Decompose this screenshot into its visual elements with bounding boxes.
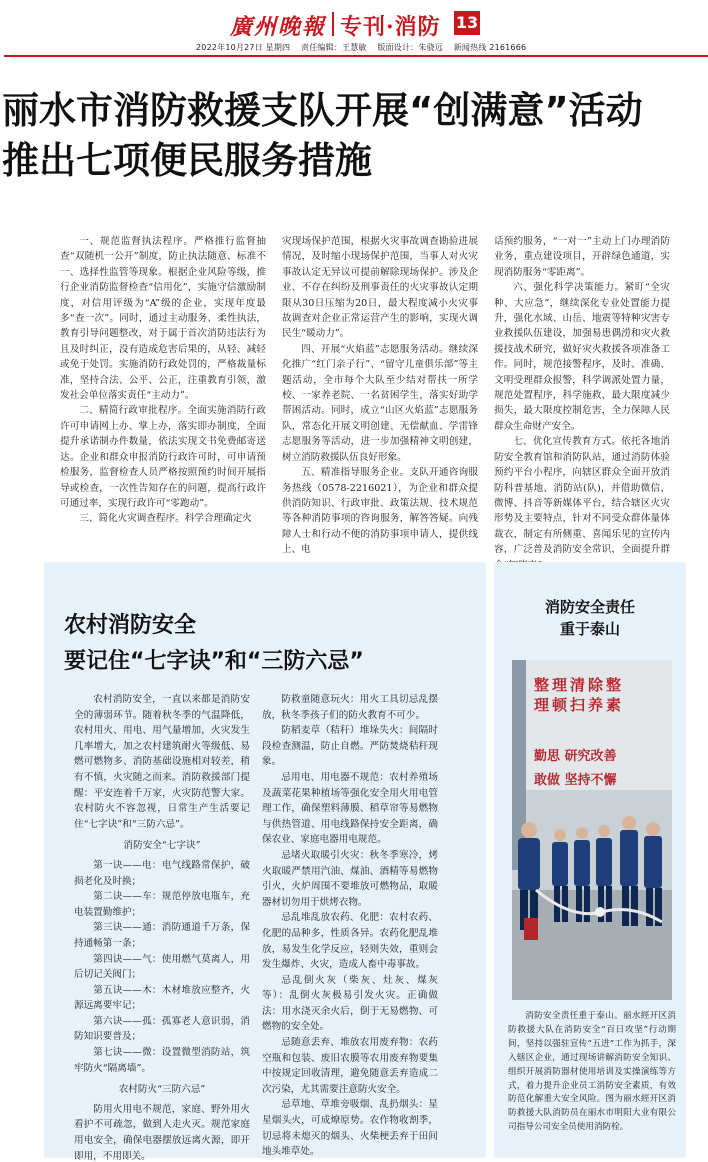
subarticle-paragraph: 忌随意丢弃、堆放农用废弃物：农药空瓶和包装、废旧农膜等农用废弃物要集中按规定回收清理，避免随意丢弃造成二次污染，尤其需要注意防火安全。 bbox=[262, 1037, 438, 1095]
photo-banner-1: 整理清除整 bbox=[534, 676, 625, 694]
subarticle-intro: 农村消防安全，一直以来都是消防安全的薄弱环节。随着秋冬季的气温降低，农村用火、用电、用气量增加，火灾发生几率增大，加之农村建筑耐火等级低、易燃可燃物多、消防基础设施相对较差，稍有不慎，火灾随之而来。消防救援部门提醒：平安连着千万家，火灾防范警大家。农村防火不容忽视，日常生产生活要记住“七字诀”和“三防六忌”。 bbox=[74, 694, 250, 830]
tip-item: 第二诀——车：规范停放电瓶车，充电装置勤维护； bbox=[74, 891, 250, 918]
subarticle-paragraph: 防稻麦草（秸秆）堆垛失火：间隔时段检查测温，防止自燃。严防焚烧秸秆现象。 bbox=[262, 725, 438, 768]
article-column-1 bbox=[60, 234, 266, 527]
article-paragraph: 五、精准指导服务企业。支队开通咨询服务热线（0578-2216021），为企业和群众提供消防知识、行政审批、政策法规、技术规范等各种消防事项的咨询服务，解答答疑。向残障人士和行动不便的消防事项申请人，提供线上、电 bbox=[282, 467, 478, 556]
page-designer: 版面设计：朱骁远 bbox=[377, 43, 443, 52]
subarticle-column-1 bbox=[74, 692, 250, 1162]
tip-item: 第五诀——木：木材堆放应整齐，火源远离要牢记； bbox=[74, 984, 250, 1012]
subarticle-title-line-1: 农村消防安全 bbox=[64, 613, 197, 638]
training-photo-illustration bbox=[512, 660, 672, 1000]
seven-tips-heading: 消防安全“七字诀” bbox=[123, 840, 201, 852]
tip-item: 第四诀——气：使用燃气莫离人，用后切记关阀门； bbox=[74, 953, 250, 981]
sidebar-title bbox=[494, 596, 686, 640]
article-column-3 bbox=[494, 234, 670, 573]
tip-item: 第六诀——孤：孤寡老人意识弱，消防知识要普及； bbox=[74, 1015, 250, 1043]
article-paragraph-continued: 灾现场保护范围，根据火灾事故调查勘验进展情况，及时缩小现场保护范围，当事人对火灾事故认定无异议可提前解除现场保护。涉及企业、不存在纠纷及刑事责任的火灾事故认定期限从30日压缩为20日，最大程度减小火灾事故调查对企业正常运营产生的影响，实现火调民生“暖动力”。 bbox=[282, 236, 478, 340]
main-headline bbox=[2, 86, 706, 186]
tip-item: 第三诀——通：消防通道千万条，保持通畅第一条； bbox=[74, 922, 250, 949]
masthead-divider bbox=[332, 12, 334, 36]
masthead bbox=[0, 0, 708, 60]
subarticle-title-line-2: 要记住“七字诀”和“三防六忌” bbox=[64, 649, 364, 674]
responsible-editor: 责任编辑：王慧敏 bbox=[301, 43, 367, 52]
article-paragraph: 六、强化科学决策能力。紧盯“全灾种、大应急”，继续深化专业处置能力提升，强化水域、山岳、地震等特种灾害专业救援队伍建设，加强易患偶涝和灾火救援技战术研究，做好灾火救援各项准备工作。同时，规范接警程序，及时、准确、文明受理群众报警，科学调派处置力量，规范处置程序，科学施救，最大限度减少损失，最大限度控制危害，全力保障人民群众生命财产安全。 bbox=[494, 282, 670, 432]
page-number-badge: 13 bbox=[454, 11, 480, 35]
headline-line-1: 丽水市消防救援支队开展“创满意”活动 bbox=[2, 89, 643, 132]
training-photo bbox=[512, 660, 672, 1000]
headline-line-2: 推出七项便民服务措施 bbox=[2, 139, 372, 182]
photo-caption: 消防安全责任重于泰山。丽水經开区消防救援大队在消防安全“百日攻坚”行动期间，坚持以强驻宣传“五进”工作为抓手，深入辖区企业，通过现场讲解消防安全知识、组织开展消防器材使用培训及实操演练等方式，着力提升企业员工消防安全素质，有效防范化解重大安全风险。图为丽水經开区消防救援大队消防员在丽水市明阳大业有限公司指导公司安全员使用消防栓。 bbox=[508, 1011, 676, 1133]
tip-item: 第七诀——微：设置微型消防站，筑牢防火“隔离墙”。 bbox=[74, 1047, 250, 1074]
subarticle-paragraph: 忌用电、用电器不规范：农村养殖场及蔬菜花果种植场等强化安全用火用电管理工作，确保塑料薄膜、稻草帘等易燃物与供热管道、用电线路保持安全距离，确保农业、家庭电器用电规范。 bbox=[262, 771, 438, 846]
masthead-rule bbox=[4, 55, 708, 57]
subarticle-title bbox=[64, 608, 364, 680]
subarticle-paragraph: 忌乱倒火灰（柴灰、灶灰、煤灰等）：乱倒火灰极易引发火灾。正确做法：用水浇灭余火后，倒于无易燃物、可燃物的安全处。 bbox=[262, 974, 438, 1033]
newspaper-logo: 廣州晚報 bbox=[230, 14, 327, 40]
subarticle-column-2 bbox=[262, 692, 438, 1160]
photo-motto-2: 敢做 坚持不懈 bbox=[534, 773, 617, 788]
article-column-2 bbox=[282, 234, 478, 558]
subarticle-paragraph: 防用火用电不规范，家庭、野外用火看护不可疏忽，做到人走火灭。规范家庭用电安全，确保电器摆放远离火源，即开即用，不用即关。 bbox=[74, 1103, 250, 1162]
subarticle-paragraph: 忌堵火取暖引火灾：秋冬季寒冷，烤火取暖严禁用汽油、煤油、酒精等易燃物引火，火炉周围不要堆放可燃物品，取暖器材切勿用于烘烤衣物。 bbox=[262, 849, 438, 908]
article-paragraph: 三、简化火灾调查程序。科学合理确定火 bbox=[79, 513, 252, 525]
three-six-heading: 农村防火“三防六忌” bbox=[118, 1084, 206, 1096]
tip-item: 第一诀——电：电气线路常保护，破损老化及时换； bbox=[74, 859, 250, 887]
article-paragraph-continued: 话预约服务，“一对一”主动上门办理消防业务，重点建设项目，开辟绿色通道，实现消防服务“零距离”。 bbox=[494, 236, 670, 278]
photo-motto-1: 勤思 研究改善 bbox=[534, 749, 617, 764]
issue-date: 2022年10月27日 星期四 bbox=[196, 43, 291, 52]
subarticle-paragraph: 忌草地、草堆旁吸烟、乱扔烟头：星星烟头火，可成燎原势。农作物收割季，切忌将未熄灭的烟头、火柴梗丢弃于田间地头堆草处。 bbox=[262, 1099, 438, 1158]
masthead-info bbox=[196, 42, 534, 53]
photo-banner-2: 理顿扫养素 bbox=[534, 696, 625, 714]
subarticle-paragraph: 防救童随意玩火：用火工具切忌乱摆放，秋冬季孩子们的防火教育不可少。 bbox=[262, 694, 438, 721]
article-paragraph: 七、优化宣传教育方式。依托各地消防安全教育馆和消防队站，通过消防体验预约平台小程序，向辖区群众全面开放消防科普基地、消防站(队)，并借助微信、微博、抖音等新媒体平台，结合辖区火灾形势及主要特点，针对不同受众群体量体裁衣，制定有所侧重、喜闻乐见的宣传内容，广泛普及消防安全常识，全面提升群 bbox=[494, 436, 670, 556]
news-hotline: 新闻热线 2161666 bbox=[453, 43, 527, 52]
article-paragraph: 二、精简行政审批程序。全面实施消防行政许可申请网上办、掌上办，落实即办制度，全面提升承诺制办件数量，依法实现文书免费邮寄送达。企业和群众申报消防行政许可时，可申请预检服务，监督检查人员严格按照预约时间开展指导或检查，一次性告知存在的问题，提高行政许可通过率，实现行政许可“零跑动”。 bbox=[60, 405, 266, 509]
subarticle-paragraph: 忌乱堆乱放农药、化肥：农村农药、化肥的品种多，性质各异。农药化肥乱堆放，易发生化学反应，轻则失效，重则会发生爆炸、火灾，造成人畜中毒事故。 bbox=[262, 912, 438, 971]
sidebar-title-line-1: 消防安全责任 bbox=[544, 598, 635, 616]
article-paragraph: 一、规范监督执法程序。严格推行监督抽查“双随机一公开”制度，防止执法随意、标准不一、选择性监管等现象。根据企业风险等级，推行企业消防监督检查“信用化”，实施守信激励制度，对信用评级为“A”级的企业，实现年度最多“查一次”。同时，通过主动服务、柔性执法，教育引导问题整改，对于属于首次消防违法行为且及时纠正，没有造成危害后果的，从轻、减轻或免于处罚。实施消防行政处罚的，严格裁量标准，坚持合法、公平、公正，注重教育引领，激发社会单位落实责任“主动力”。 bbox=[60, 236, 266, 402]
article-paragraph: 四、开展“火焰蓝”志愿服务活动。继续深化推广“红门亲子行”、“留守儿童俱乐部”等主题活动，全市每个大队至少结对帮扶一所学校、一家养老院、一名贫困学生，落实好助学帮困活动。同时，成立“山区火焰蓝”志愿服务队，常态化开展文明创建、无偿献血、学雷锋志愿服务等活动，进一步加强精神文明创建，树立消防救援队伍良好形象。 bbox=[282, 343, 478, 463]
section-name: 专刊·消防 bbox=[340, 14, 441, 40]
sidebar-title-line-2: 重于泰山 bbox=[559, 620, 620, 638]
